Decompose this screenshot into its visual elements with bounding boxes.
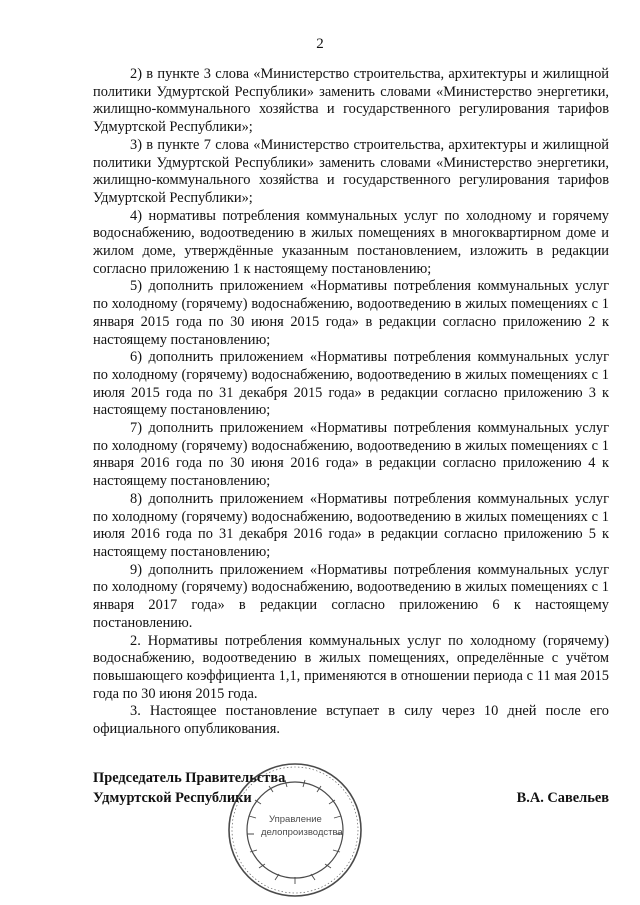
paragraph-section-2: 2. Нормативы потребления коммунальных услуг по холодному (горячему) водоснабжению, водоотведению в жилых помещениях, определённые с учётом повышающего коэффициента 1,1, применяются в отношении периода с 11 мая 2015 года по 30 июня 2015 года. (93, 632, 609, 702)
paragraph-item-6: 6) дополнить приложением «Нормативы потребления коммунальных услуг по холодному (горячему) водоснабжению, водоотведению в жилых помещениях с 1 июля 2015 года по 31 декабря 2015 года» в редакции согласно приложению 3 к настоящему постановлению; (93, 349, 609, 419)
official-seal-icon (225, 760, 365, 900)
paragraph-item-3: 3) в пункте 7 слова «Министерство строительства, архитектуры и жилищной политики Удмуртской Республики» заменить словами «Министерство энергетики, жилищно-коммунального хозяйства и государственного регулирования тарифов Удмуртской Республики»; (93, 136, 609, 206)
paragraph-item-8: 8) дополнить приложением «Нормативы потребления коммунальных услуг по холодному (горячему) водоснабжению, водоотведению в жилых помещениях с 1 июля 2016 года по 31 декабря 2016 года» в редакции согласно приложению 5 к настоящему постановлению; (93, 490, 609, 560)
paragraph-item-2: 2) в пункте 3 слова «Министерство строительства, архитектуры и жилищной политики Удмуртской Республики» заменить словами «Министерство энергетики, жилищно-коммунального хозяйства и государственного регулирования тарифов Удмуртской Республики»; (93, 66, 609, 136)
paragraph-item-7: 7) дополнить приложением «Нормативы потребления коммунальных услуг по холодному (горячему) водоснабжению, водоотведению в жилых помещениях с 1 января 2016 года по 30 июня 2016 года» в редакции согласно приложению 4 к настоящему постановлению; (93, 420, 609, 490)
paragraph-item-4: 4) нормативы потребления коммунальных услуг по холодному и горячему водоснабжению, водоотведению в жилых помещениях в многоквартирном доме и жилом доме, утверждённые указанным постановлением, изложить в редакции согласно приложению 1 к настоящему постановлению; (93, 207, 609, 277)
document-body (93, 66, 609, 739)
stamp-label-line2: делопроизводства (261, 827, 343, 838)
paragraph-section-3: 3. Настоящее постановление вступает в силу через 10 дней после его официального опубликования. (93, 703, 609, 738)
stamp-label-line1: Управление (269, 814, 322, 825)
page-number: 2 (316, 36, 324, 52)
paragraph-item-5: 5) дополнить приложением «Нормативы потребления коммунальных услуг по холодному (горячему) водоснабжению, водоотведению в жилых помещениях с 1 января 2015 года по 30 июня 2015 года» в редакции согласно приложению 2 к настоящему постановлению; (93, 278, 609, 348)
paragraph-item-9: 9) дополнить приложением «Нормативы потребления коммунальных услуг по холодному (горячему) водоснабжению, водоотведению в жилых помещениях с 1 января 2017 года» в редакции согласно приложению 6 к настоящему постановлению. (93, 561, 609, 631)
signatory-title: Председатель Правительства Удмуртской Республики (93, 770, 286, 806)
signatory-name: В.А. Савельев (516, 790, 609, 806)
